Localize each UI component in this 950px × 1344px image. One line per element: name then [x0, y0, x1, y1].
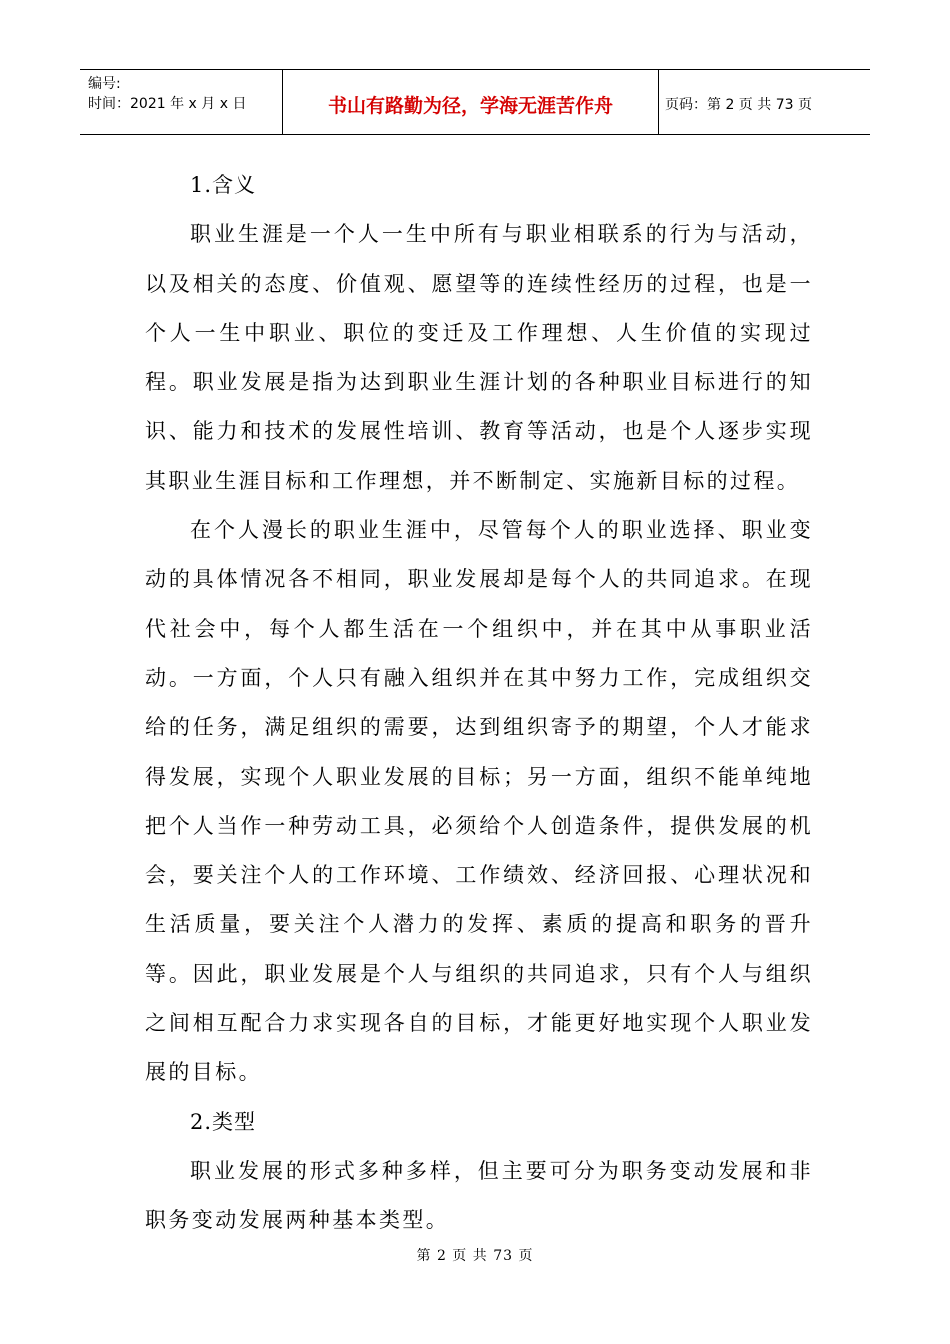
paragraph-career-definition: 职业生涯是一个人一生中所有与职业相联系的行为与活动，以及相关的态度、价值观、愿望等的连续性经历的过程，也是一个人一生中职业、职位的变迁及工作理想、人生价值的实现过程。职业发展是指为达到职业生涯计划的各种职业目标进行的知识、能力和技术的发展性培训、教育等活动，也是个人逐步实现其职业生涯目标和工作理想，并不断制定、实施新目标的过程。 [145, 222, 813, 493]
section-heading-types: 2.类型 [190, 1109, 257, 1134]
paragraph-career-development: 在个人漫长的职业生涯中，尽管每个人的职业选择、职业变动的具体情况各不相同，职业发展却是每个人的共同追求。在现代社会中，每个人都生活在一个组织中，并在其中从事职业活动。一方面，个人只有融入组织并在其中努力工作，完成组织交给的任务，满足组织的需要，达到组织寄予的期望，个人才能求得发展，实现个人职业发展的目标；另一方面，组织不能单纯地把个人当作一种劳动工具，必须给个人创造条件，提供发展的机会，要关注个人的工作环境、工作绩效、经济回报、心理状况和生活质量，要关注个人潜力的发挥、素质的提高和职务的晋升等。因此，职业发展是个人与组织的共同追求，只有个人与组织之间相互配合力求实现各自的目标，才能更好地实现个人职业发展的目标。 [145, 518, 813, 1085]
header-meta-cell [80, 70, 283, 134]
header-motto: 书山有路勤为径，学海无涯苦作舟 [283, 70, 659, 134]
header-page-info: 页码：第 2 页 共 73 页 [665, 97, 812, 113]
page-footer: 第 2 页 共 73 页 [416, 1248, 534, 1264]
document-header [80, 69, 870, 135]
document-body [145, 161, 813, 1246]
time-label: 时间：2021 年 x 月 x 日 [88, 96, 247, 112]
number-label: 编号: [88, 76, 121, 92]
paragraph-development-types: 职业发展的形式多种多样，但主要可分为职务变动发展和非职务变动发展两种基本类型。 [145, 1158, 813, 1233]
section-heading-meaning: 1.含义 [190, 173, 257, 197]
